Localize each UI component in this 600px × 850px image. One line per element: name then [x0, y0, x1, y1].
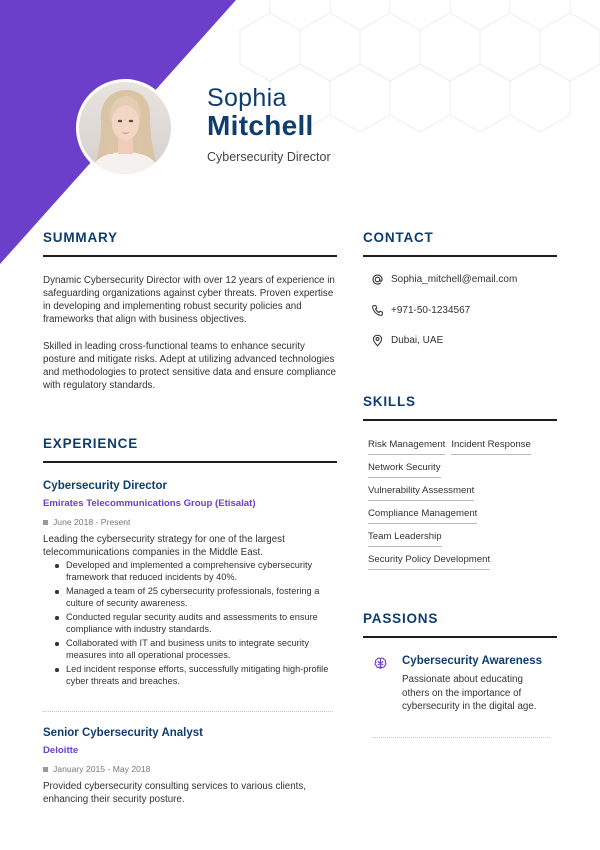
job-company-1: Emirates Telecommunications Group (Etisalat): [43, 498, 256, 509]
job-separator: [43, 711, 333, 712]
calendar-icon: [43, 520, 48, 525]
list-item: Collaborated with IT and business units to integrate security measures into all operational processes.: [54, 638, 339, 661]
brain-icon: [373, 656, 388, 671]
passion-separator: [372, 737, 550, 738]
skills-divider: [363, 419, 557, 421]
contact-email-text: Sophia_mitchell@email.com: [391, 274, 518, 285]
contact-phone-text: +971-50-1234567: [391, 305, 471, 316]
summary-heading: SUMMARY: [43, 230, 118, 245]
contact-email[interactable]: [371, 273, 517, 286]
calendar-icon: [43, 767, 48, 772]
list-item: Led incident response efforts, successfully mitigating high-profile cyber threats and breaches.: [54, 664, 339, 687]
skill-tag: Security Policy Development: [368, 553, 490, 570]
first-name: Sophia: [207, 84, 287, 112]
job-company-2: Deloitte: [43, 745, 79, 756]
job-dates-1-text: June 2018 - Present: [53, 517, 131, 527]
skills-heading: SKILLS: [363, 394, 416, 409]
last-name: Mitchell: [207, 110, 314, 141]
contact-heading: CONTACT: [363, 230, 434, 245]
job-1-bullet-list: [54, 560, 339, 690]
at-sign-icon: [371, 273, 384, 286]
phone-icon: [371, 304, 384, 317]
skill-tag: Team Leadership: [368, 530, 442, 547]
passion-description: Passionate about educating others on the importance of cybersecurity in the digital age.: [402, 674, 537, 712]
list-item: Managed a team of 25 cybersecurity professionals, fostering a culture of security awareness.: [54, 586, 339, 609]
skill-tag: Compliance Management: [368, 507, 477, 524]
experience-divider: [43, 461, 337, 463]
job-dates-1: [43, 517, 130, 527]
summary-paragraph-2: Skilled in leading cross-functional teams to enhance security posture and mitigate risks. Adept at utilizing advanced technologies and methodologies to protect sensitive data and ensure compliance with regulatory standards.: [43, 341, 337, 391]
skill-tag: Risk Management: [368, 438, 445, 455]
summary-paragraph-1: Dynamic Cybersecurity Director with over 12 years of experience in safeguarding organizations against cyber threats. Proven expertise in developing and implementing robust security policies and frameworks that align with business objectives.: [43, 275, 335, 325]
experience-heading: EXPERIENCE: [43, 436, 139, 451]
job-dates-2: [43, 764, 150, 774]
skill-tag: Network Security: [368, 461, 441, 478]
skills-list: [368, 438, 558, 570]
job-role-1: Cybersecurity Director: [43, 480, 167, 492]
skill-tag: Vulnerability Assessment: [368, 484, 474, 501]
passion-title: Cybersecurity Awareness: [402, 655, 542, 667]
contact-location: [371, 334, 443, 347]
contact-location-text: Dubai, UAE: [391, 335, 444, 346]
avatar-illustration: [79, 82, 171, 174]
contact-phone[interactable]: [371, 304, 470, 317]
job-role-2: Senior Cybersecurity Analyst: [43, 727, 203, 739]
summary-divider: [43, 255, 337, 257]
job-dates-2-text: January 2015 - May 2018: [53, 764, 151, 774]
list-item: Developed and implemented a comprehensive cybersecurity framework that reduced incidents by 40%.: [54, 560, 339, 583]
job-title: Cybersecurity Director: [207, 150, 331, 164]
skill-tag: Incident Response: [451, 438, 530, 455]
profile-photo: [76, 79, 174, 177]
passions-heading: PASSIONS: [363, 611, 439, 626]
passions-divider: [363, 636, 557, 638]
list-item: Conducted regular security audits and assessments to ensure compliance with industry standards.: [54, 612, 339, 635]
job-description-1: Leading the cybersecurity strategy for one of the largest telecommunications companies in the Middle East.: [43, 534, 285, 558]
location-pin-icon: [371, 334, 384, 347]
job-description-2: Provided cybersecurity consulting services to various clients, enhancing their security posture.: [43, 781, 306, 805]
contact-divider: [363, 255, 557, 257]
